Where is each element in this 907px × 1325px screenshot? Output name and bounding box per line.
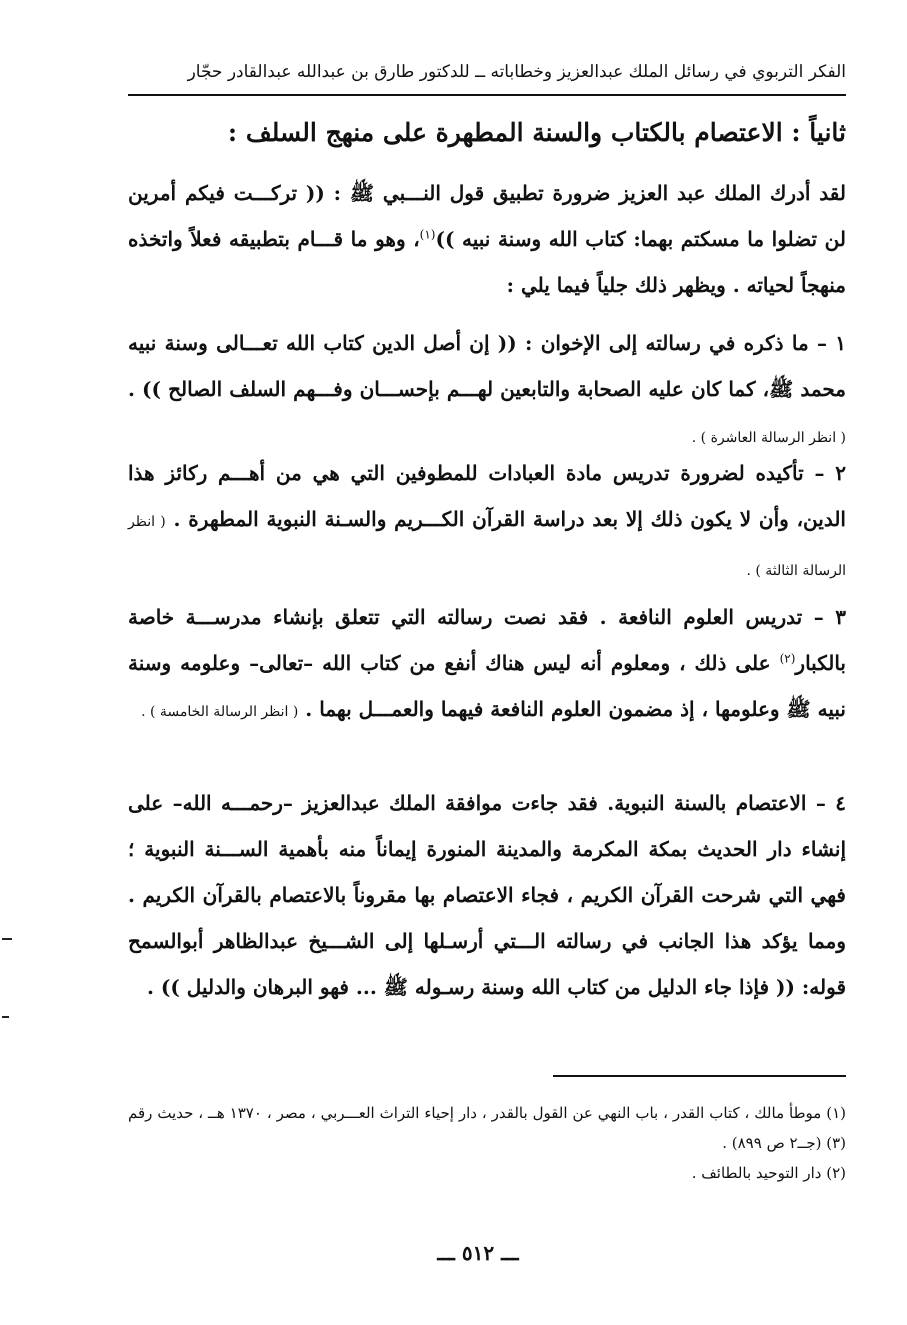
- footnote-marker-1[interactable]: (١): [419, 227, 436, 242]
- footnotes: [128, 1098, 846, 1188]
- list-item-3-reference: ( انظر الرسالة الخامسة ) .: [141, 704, 299, 720]
- margin-mark: [2, 938, 12, 940]
- intro-text-start: لقد أدرك الملك عبد العزيز ضرورة تطبيق قول النـــبي ﷺ : (( تركـــت فيكم أمرين لن تضلوا ما مسكتم بهما: كتاب الله وسنة نبيه )): [128, 181, 846, 251]
- list-item-3-text-end: على ذلك ، ومعلوم أنه ليس هناك أنفع من كتاب الله –تعالى– وعلومه وسنة نبيه ﷺ وعلومها ، إذ مضمون العلوم النافعة فيهما والعمـــل بهما .: [128, 651, 846, 721]
- list-item-4: [128, 780, 846, 1010]
- list-item-1-reference: ( انظر الرسالة العاشرة ) .: [691, 430, 846, 446]
- page-number: ـــ ٥١٢ ـــ: [437, 1241, 519, 1265]
- list-item-3: [128, 594, 846, 735]
- intro-text-end: ، وهو ما قـــام بتطبيقه فعلاً واتخذه منهجاً لحياته . ويظهر ذلك جلياً فيما يلي :: [128, 227, 846, 297]
- intro-paragraph: [128, 170, 846, 308]
- list-item-2: [128, 450, 846, 594]
- footnote-rule: [553, 1075, 846, 1077]
- list-item-1-text: ١ – ما ذكره في رسالته إلى الإخوان : (( إن أصل الدين كتاب الله تعـــالى وسنة نبيه محمد ﷺ، كما كان عليه الصحابة والتابعين لهـــم بإحســـان وفـــهم السلف الصالح )) .: [128, 331, 847, 401]
- list-item-4-text: ٤ – الاعتصام بالسنة النبوية. فقد جاءت موافقة الملك عبدالعزيز –رحمـــه الله– على إنشاء دار الحديث بمكة المكرمة والمدينة المنورة إيماناً منه بأهمية الســـنة النبوية ؛ فهي التي شرحت القرآن الكريم ، فجاء الاعتصام بها مقروناً بالاعتصام بالقرآن الكريم . ومما يؤكد هذا الجانب في رسالته الـــتي أرسـلها إلى الشـــيخ عبدالظاهر أبوالسمح قوله: (( فإذا جاء الدليل من كتاب الله وسنة رسـوله ﷺ ... فهو البرهان والدليل )) .: [128, 791, 846, 999]
- header-rule: [128, 94, 846, 96]
- section-title: ثانياً : الاعتصام بالكتاب والسنة المطهرة على منهج السلف :: [227, 118, 846, 147]
- footnote-2: (٢) دار التوحيد بالطائف .: [691, 1164, 846, 1182]
- footnote-marker-2[interactable]: (٢): [779, 651, 796, 666]
- list-item-3-text-start: ٣ – تدريس العلوم النافعة . فقد نصت رسالته التي تتعلق بإنشاء مدرســـة خاصة بالكبار: [128, 605, 846, 675]
- list-item-2-reference: ( انظر الرسالة الثالثة ) .: [128, 514, 846, 579]
- footnote-1: (١) موطأ مالك ، كتاب القدر ، باب النهي عن القول بالقدر ، دار إحياء التراث العـــربي ، مصر ، ١٣٧٠ هــ ، حديث رقم (٣) (جــ٢ ص ٨٩٩) .: [128, 1104, 847, 1152]
- margin-mark: [2, 1016, 9, 1018]
- running-header: الفكر التربوي في رسائل الملك عبدالعزيز وخطاباته ــ للدكتور طارق بن عبدالله عبدالقادر حجّار: [187, 62, 846, 82]
- list-item-1: [128, 320, 846, 461]
- list-item-2-text: ٢ – تأكيده لضرورة تدريس مادة العبادات للمطوفين التي هي من أهـــم ركائز هذا الدين، وأن لا يكون ذلك إلا بعد دراسة القرآن الكـــريم والسـنة النبوية المطهرة .: [128, 461, 846, 531]
